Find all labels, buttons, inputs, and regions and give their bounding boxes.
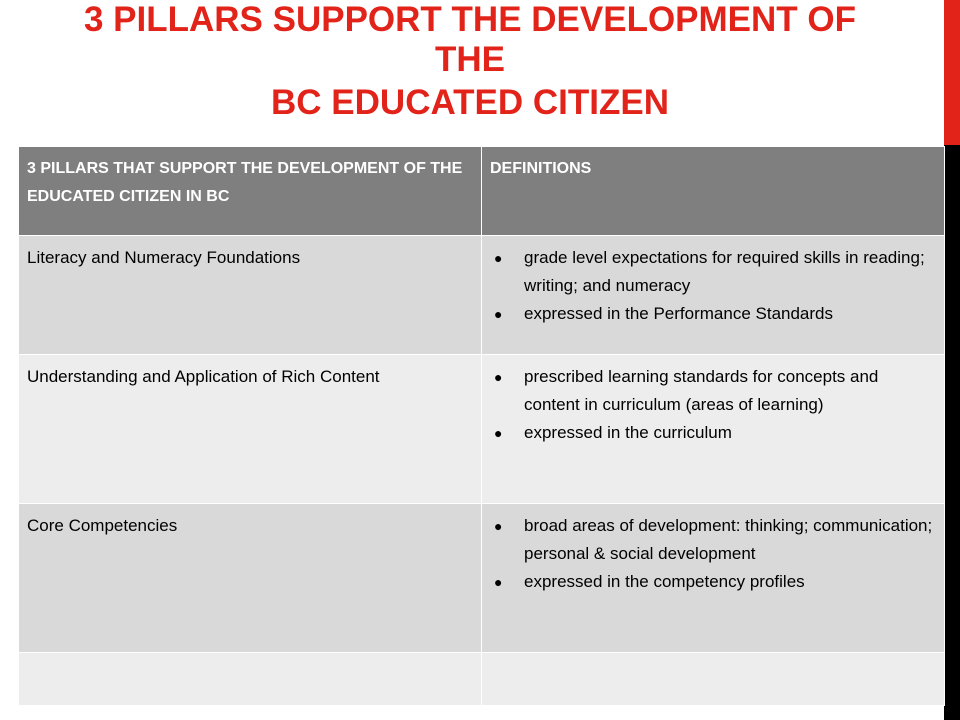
definitions-list (490, 512, 934, 596)
empty-cell (482, 653, 945, 706)
definition-item (490, 300, 934, 328)
title-line-1: 3 PILLARS SUPPORT THE DEVELOPMENT OF (83, 0, 857, 39)
bullet-icon: ● (494, 425, 503, 441)
pillar-cell: Literacy and Numeracy Foundations (19, 236, 482, 355)
definition-text: prescribed learning standards for concepts and content in curriculum (areas of learning) (524, 367, 879, 414)
definitions-cell (482, 355, 945, 504)
header-pillars: 3 PILLARS THAT SUPPORT THE DEVELOPMENT OF THE EDUCATED CITIZEN IN BC (19, 147, 482, 236)
empty-cell (19, 653, 482, 706)
accent-bar-red (944, 0, 960, 145)
accent-bar-black (944, 145, 960, 720)
definition-text: expressed in the Performance Standards (524, 304, 834, 323)
table-row (19, 504, 945, 653)
pillar-cell: Core Competencies (19, 504, 482, 653)
definition-item (490, 244, 934, 300)
title-line-3: BC EDUCATED CITIZEN (271, 83, 669, 122)
table-row-empty (19, 653, 945, 706)
bullet-icon: ● (494, 250, 503, 266)
pillars-table (18, 146, 945, 706)
table-row (19, 355, 945, 504)
bullet-icon: ● (494, 369, 503, 385)
definition-text: expressed in the curriculum (524, 423, 732, 442)
definition-text: grade level expectations for required skills in reading; writing; and numeracy (524, 248, 925, 295)
definitions-cell (482, 236, 945, 355)
definition-item (490, 512, 934, 568)
definition-item (490, 568, 934, 596)
pillar-cell: Understanding and Application of Rich Content (19, 355, 482, 504)
definitions-list (490, 363, 934, 447)
bullet-icon: ● (494, 574, 503, 590)
table-row (19, 236, 945, 355)
definitions-cell (482, 504, 945, 653)
definition-item (490, 363, 934, 419)
definition-item (490, 419, 934, 447)
title-line-2: THE (435, 40, 505, 79)
header-definitions: DEFINITIONS (482, 147, 945, 236)
definitions-list (490, 244, 934, 328)
table-header-row (19, 147, 945, 236)
bullet-icon: ● (494, 306, 503, 322)
definition-text: expressed in the competency profiles (524, 572, 805, 591)
definition-text: broad areas of development: thinking; communication; personal & social development (524, 516, 933, 563)
page-title (20, 0, 920, 123)
bullet-icon: ● (494, 518, 503, 534)
